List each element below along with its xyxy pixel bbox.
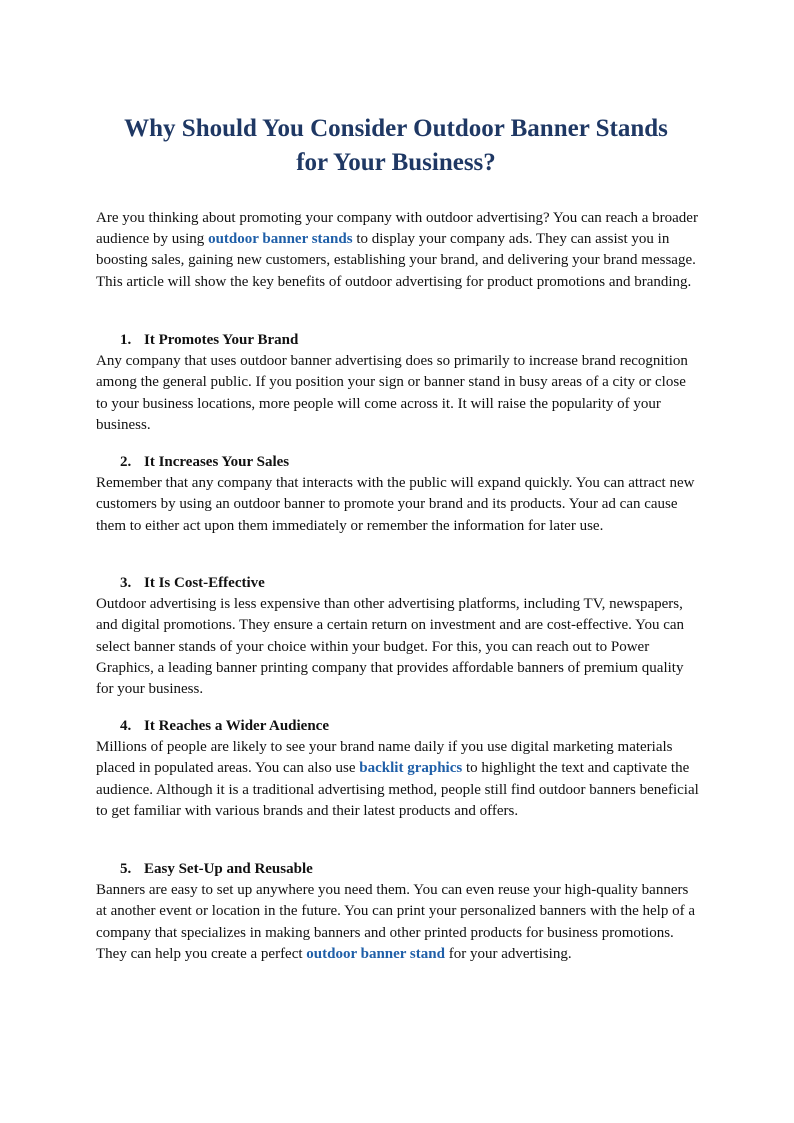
section-body: Remember that any company that interacts with the public will expand quickly. You can attract new customers by using an outdoor banner to promote your brand and its products. Your ad can cause them to either act upon them immediately or remember the information for later use. <box>96 475 695 534</box>
section-heading <box>96 859 700 880</box>
section-heading-text: It Reaches a Wider Audience <box>144 718 330 734</box>
section-heading <box>96 452 700 473</box>
section-heading <box>96 330 700 351</box>
section-heading-text: It Is Cost-Effective <box>144 575 265 591</box>
section-heading-text: It Promotes Your Brand <box>144 332 299 348</box>
section-body <box>96 737 700 822</box>
section-cost-effective <box>96 573 700 700</box>
section-wider-audience <box>96 716 700 822</box>
intro-text-start: Are you thinking about promoting your company with outdoor advertising? You can reach a broader audience by using <box>96 210 698 248</box>
section-increases-sales <box>96 452 700 537</box>
title-line-1: Why Should You Consider Outdoor Banner Stands <box>124 115 668 142</box>
section-text-start: Banners are easy to set up anywhere you need them. You can even reuse your high-quality banners at another event or location in the future. You can print your personalized banners with the help of a company that specializes in making banners and other printed products for business promotions. They can help you create a perfect <box>96 882 695 962</box>
intro-text-end: to display your company ads. They can assist you in boosting sales, gaining new customers, establishing your brand, and delivering your brand message. This article will show the key benefits of outdoor advertising for product promotions and branding. <box>96 231 696 290</box>
backlit-graphics-link[interactable]: backlit graphics <box>359 760 463 777</box>
section-text-end: for your advertising. <box>444 945 572 962</box>
section-number: 5. <box>120 861 132 877</box>
section-heading-text: Easy Set-Up and Reusable <box>144 861 313 877</box>
section-body: Any company that uses outdoor banner advertising does so primarily to increase brand recognition among the general public. If you position your sign or banner stand in busy areas of a city or close to your business locations, more people will come across it. It will raise the popularity of your business. <box>96 353 688 433</box>
section-number: 2. <box>120 454 132 470</box>
section-number: 4. <box>120 718 132 734</box>
section-text-start: Millions of people are likely to see your brand name daily if you use digital marketing materials placed in populated areas. You can also use <box>96 739 673 777</box>
intro-paragraph <box>96 208 700 293</box>
section-easy-setup <box>96 859 700 965</box>
section-promotes-brand <box>96 330 700 436</box>
section-body <box>96 880 700 965</box>
page-title <box>96 112 696 180</box>
outdoor-banner-stands-link[interactable]: outdoor banner stands <box>208 231 353 248</box>
outdoor-banner-stand-link[interactable]: outdoor banner stand <box>306 945 445 962</box>
section-heading-text: It Increases Your Sales <box>144 454 290 470</box>
section-heading <box>96 716 700 737</box>
section-body: Outdoor advertising is less expensive than other advertising platforms, including TV, newspapers, and digital promotions. They ensure a certain return on investment and are cost-effective. You can select banner stands of your choice within your budget. For this, you can reach out to Power Graphics, a leading banner printing company that provides affordable banners of premium quality for your business. <box>96 596 685 698</box>
section-text-end: to highlight the text and captivate the audience. Although it is a traditional advertising method, people still find outdoor banners beneficial to get familiar with various brands and their latest products and offers. <box>96 760 699 819</box>
section-heading <box>96 573 700 594</box>
section-number: 3. <box>120 575 132 591</box>
section-number: 1. <box>120 332 132 348</box>
title-line-2: for Your Business? <box>296 149 496 176</box>
